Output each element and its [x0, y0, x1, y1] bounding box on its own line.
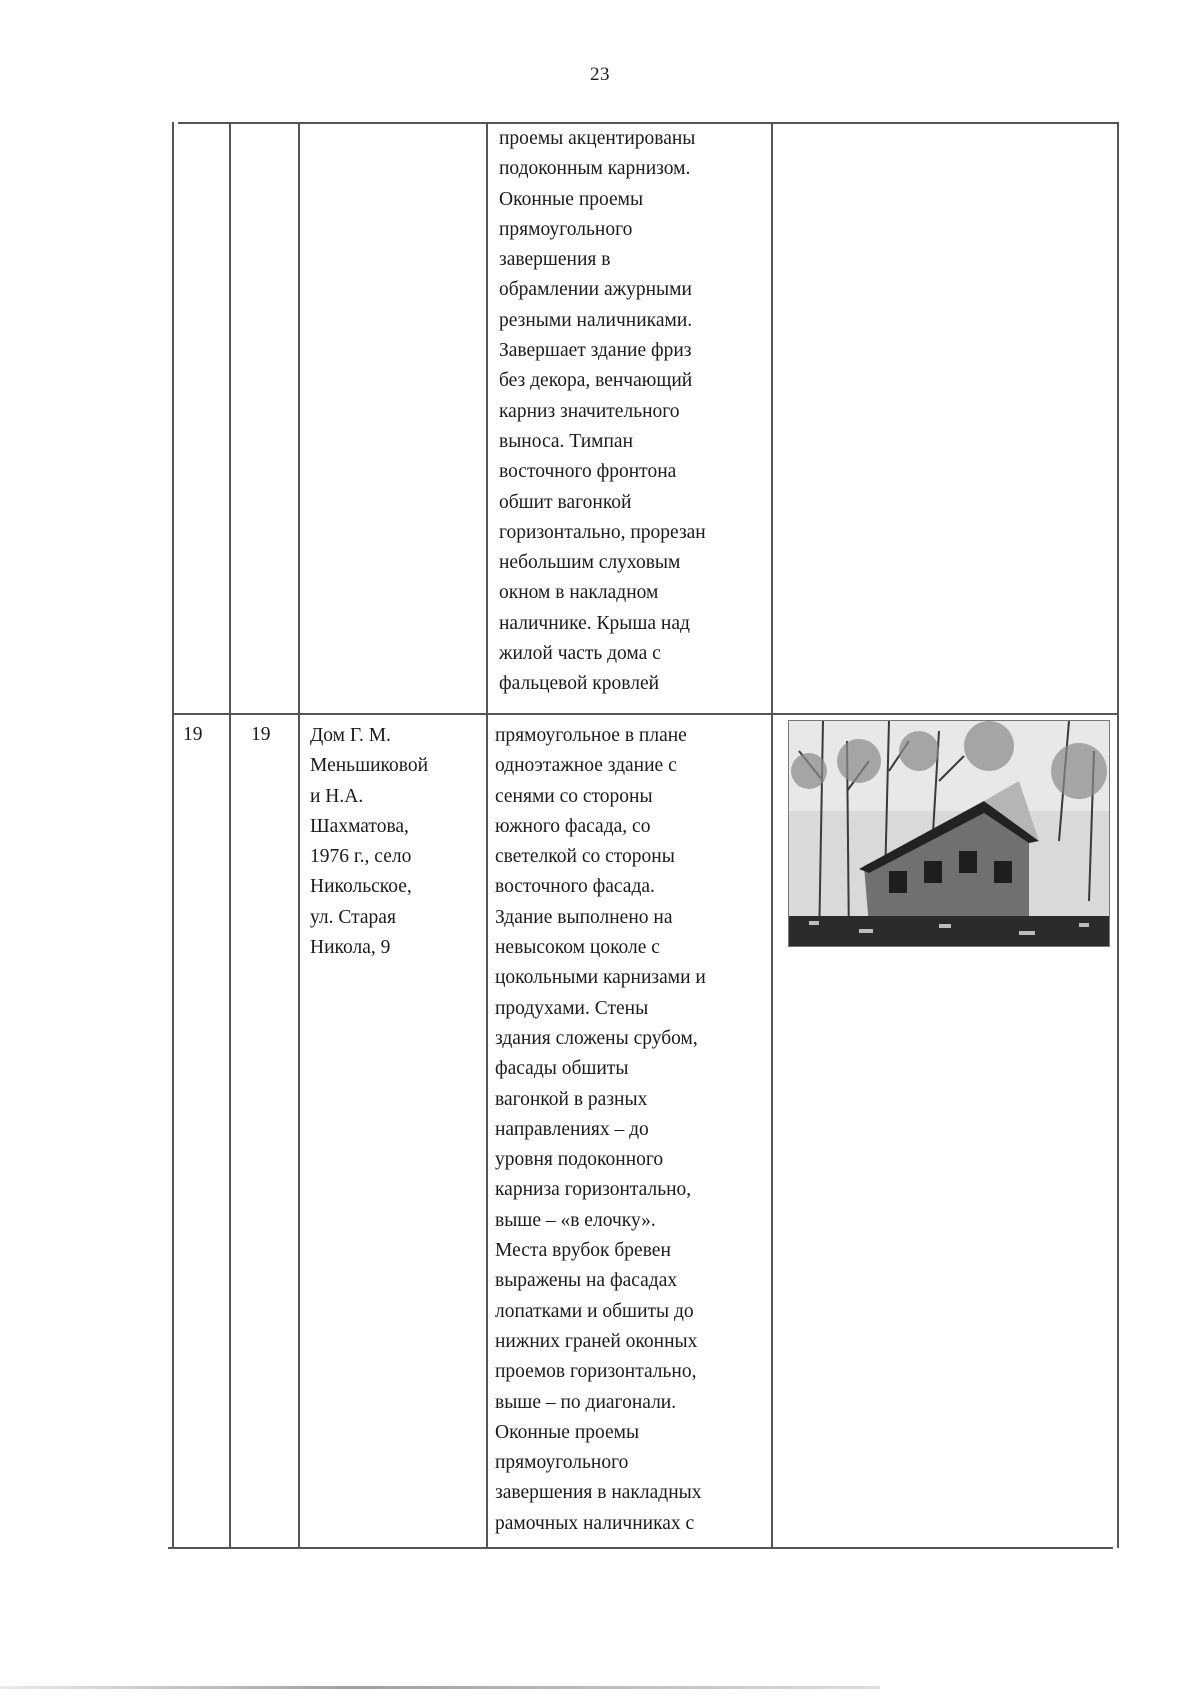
- text-line: одноэтажное здание с: [495, 755, 677, 777]
- text-line: направлениях – до: [495, 1118, 649, 1140]
- text-line: выражены на фасадах: [495, 1270, 678, 1292]
- row-number: 19: [183, 724, 203, 745]
- text-line: Дом Г. М.: [310, 725, 391, 746]
- table-right-border: [1117, 122, 1119, 1548]
- text-line: выше – «в елочку».: [495, 1209, 656, 1231]
- page-number: 23: [590, 64, 610, 85]
- text-line: Никола, 9: [310, 937, 391, 959]
- description-row-19: [495, 721, 760, 1539]
- text-line: фасады обшиты: [495, 1058, 629, 1080]
- text-line: фальцевой кровлей: [499, 673, 660, 695]
- text-line: наличнике. Крыша над: [499, 612, 690, 634]
- text-line: прямоугольного: [495, 1452, 629, 1474]
- text-line: карниза горизонтально,: [495, 1179, 692, 1201]
- text-line: светелкой со стороны: [495, 846, 675, 868]
- description-continued: [499, 124, 763, 700]
- scan-edge: [0, 1686, 880, 1689]
- column-divider-1: [229, 122, 231, 1548]
- text-line: проемов горизонтально,: [495, 1361, 697, 1383]
- text-line: Никольское,: [310, 876, 412, 898]
- text-line: завершения в накладных: [495, 1482, 702, 1504]
- column-divider-3: [486, 122, 488, 1548]
- text-line: прямоугольного: [499, 218, 633, 240]
- text-line: проемы акцентированы: [499, 128, 696, 149]
- text-line: Места врубок бревен: [495, 1240, 671, 1262]
- text-line: вагонкой в разных: [495, 1088, 648, 1110]
- text-line: небольшим слуховым: [499, 552, 681, 574]
- text-line: южного фасада, со: [495, 815, 651, 837]
- text-line: прямоугольное в плане: [495, 725, 687, 746]
- house-photo-icon: [788, 720, 1110, 947]
- table-bottom-border: [168, 1547, 1113, 1549]
- text-line: восточного фронтона: [499, 461, 677, 483]
- text-line: нижних граней оконных: [495, 1330, 698, 1352]
- text-line: карниз значительного: [499, 400, 680, 422]
- text-line: Здание выполнено на: [495, 906, 673, 928]
- text-line: рамочных наличниках с: [495, 1512, 695, 1534]
- text-line: Оконные проемы: [495, 1421, 640, 1443]
- text-line: продухами. Стены: [495, 997, 649, 1019]
- text-line: Завершает здание фриз: [499, 340, 692, 362]
- text-line: выноса. Тимпан: [499, 430, 634, 452]
- text-line: ул. Старая: [310, 906, 396, 928]
- text-line: сенями со стороны: [495, 785, 653, 807]
- row-divider: [174, 713, 1119, 715]
- text-line: резными наличниками.: [499, 309, 693, 331]
- text-line: цокольными карнизами и: [495, 967, 706, 989]
- column-divider-2: [298, 122, 300, 1548]
- column-divider-4: [771, 122, 773, 1548]
- text-line: горизонтально, прорезан: [499, 521, 706, 543]
- text-line: обшит вагонкой: [499, 491, 632, 513]
- object-name: [310, 721, 476, 963]
- text-line: здания сложены срубом,: [495, 1027, 698, 1049]
- text-line: Меньшиковой: [310, 755, 429, 777]
- registry-number: 19: [251, 724, 271, 745]
- text-line: лопатками и обшиты до: [495, 1300, 694, 1322]
- text-line: восточного фасада.: [495, 876, 655, 898]
- text-line: невысоком цоколе с: [495, 937, 660, 959]
- text-line: уровня подоконного: [495, 1149, 664, 1171]
- text-line: 1976 г., село: [310, 846, 412, 868]
- text-line: подоконным карнизом.: [499, 158, 691, 180]
- text-line: завершения в: [499, 249, 611, 271]
- text-line: окном в накладном: [499, 582, 659, 604]
- text-line: обрамлении ажурными: [499, 279, 692, 301]
- text-line: Шахматова,: [310, 815, 409, 837]
- text-line: без декора, венчающий: [499, 370, 693, 392]
- text-line: жилой часть дома с: [499, 643, 661, 665]
- text-line: и Н.А.: [310, 785, 364, 807]
- table-left-border: [172, 122, 174, 1548]
- text-line: выше – по диагонали.: [495, 1391, 677, 1413]
- text-line: Оконные проемы: [499, 188, 644, 210]
